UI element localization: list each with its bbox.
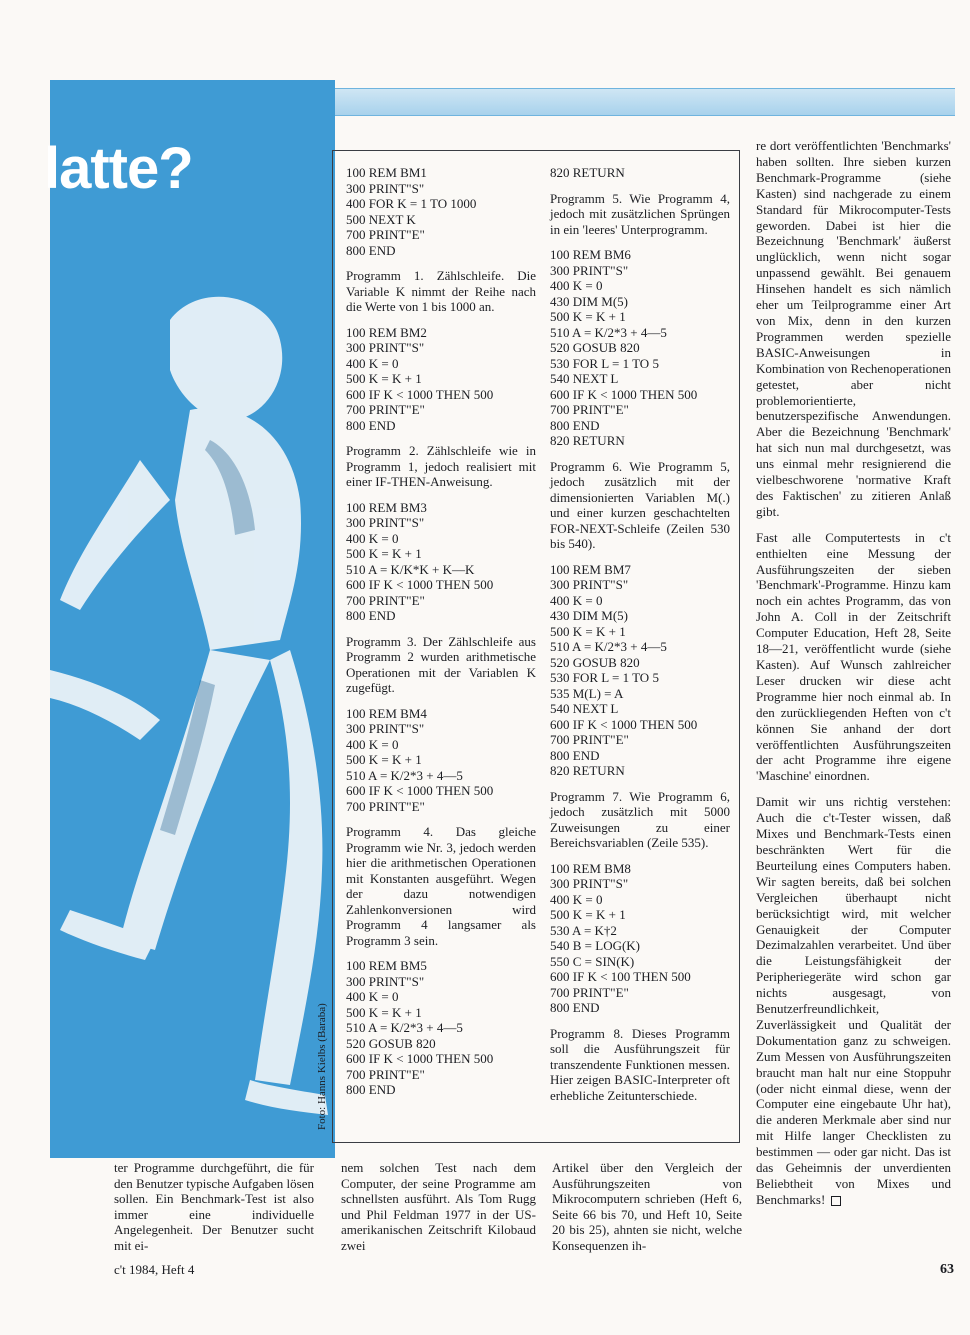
- code-line: 540 NEXT L: [550, 701, 619, 716]
- code-line: 400 K = 0: [550, 592, 603, 608]
- article-bottom-column-2: nem solchen Test nach dem Computer, der seine Programme am schnellsten ausführt. Als Tom Rugg und Phil Feldman 1977 in der US-amerikanischen Zeitschrift Kilobaud zwei: [341, 1160, 536, 1253]
- code-line: 600 IF K < 100 THEN 500: [550, 969, 691, 984]
- code-line: 700 PRINT"E": [346, 798, 425, 814]
- article-bottom-column-1: ter Programme durchgeführt, die für den Benutzer typische Aufgaben lösen sollen. Ein Benchmark-Test ist also immer eine individuelle Angelegenheit. Der Benutzer sucht mit ei-: [114, 1160, 314, 1253]
- code-line: 400 K = 0: [550, 278, 603, 293]
- code-line: 600 IF K < 1000 THEN 500: [346, 386, 494, 402]
- code-line: 600 IF K < 1000 THEN 500: [346, 783, 494, 798]
- code-line: 400 FOR K = 1 TO 1000: [346, 196, 477, 211]
- program-caption: Programm 6. Wie Programm 5, jedoch zusätzlich mit der dimensionierten Variablen M(.) und einer kurzen geschachtelten FOR-NEXT-Schleife (Zeilen 530 bis 540).: [550, 458, 730, 551]
- code-line: 800 END: [550, 1000, 600, 1015]
- code-line: 300 PRINT"S": [550, 577, 629, 592]
- code-line: 800 END: [346, 608, 396, 623]
- code-line: 100 REM BM7: [550, 561, 631, 577]
- code-line: 800 END: [346, 242, 396, 258]
- code-line: 540 NEXT L: [550, 371, 619, 386]
- program-caption: Programm 3. Der Zählschleife aus Programm 2 wurden arithmetische Operationen mit der Variablen K zugefügt.: [346, 633, 536, 695]
- code-line: 700 PRINT"E": [346, 592, 425, 608]
- code-line: 300 PRINT"S": [346, 340, 425, 355]
- code-line: 500 NEXT K: [346, 211, 416, 227]
- code-line: 520 GOSUB 820: [550, 654, 640, 670]
- code-line: 100 REM BM8: [550, 860, 631, 876]
- code-line: 100 REM BM1: [346, 165, 427, 180]
- article-paragraph: Fast alle Computertests in c't enthielten eine Messung der Ausführungszeiten der sieben 'Benchmark'-Programme. Hinzu kam noch ein achtes Programm, das von John A. Coll in der Zeitschrift Computer Education, Heft 28, Seite 18—21, veröffentlicht wurde (siehe Kasten). Auf Wunsch zahlreicher Leser drucken wir diese acht Programme hier noch einmal ab. In den zurückliegenden Heften von c't können Sie anhand der dort veröffentlichten Ausführungszeiten der acht Programme ihre eigene 'Maschine' einordnen.: [756, 529, 951, 784]
- code-line: 100 REM BM4: [346, 705, 427, 721]
- article-paragraph: re dort veröffentlichten 'Benchmarks' haben sollten. Ihre sieben kurzen Benchmark-Programme (siehe Kasten) sind nachgerade zu einem Standard für Mikrocomputer-Tests geworden. Dabei ist hier die Bezeichnung 'Benchmark' äußerst unglücklich, wenn nicht sogar unpassend gewählt. Bei genauem Hinsehen handelt es sich nämlich eher um Teilprogramme einer Art von Mix, denn in den kurzen Programmen werden spezielle BASIC-Anweisungen in Kombination von Rechenoperationen getestet, aber nicht problemorientierte, benutzerspezifische Anwendungen. Aber die Bezeichnung 'Benchmark' hat sich nun mal durchgesetzt, was uns einmal mehr resignierend die vielbeschworene 'normative Kraft des Faktischen' zu zitieren Anlaß gibt.: [756, 138, 951, 519]
- code-line: 540 B = LOG(K): [550, 938, 641, 953]
- issue-footer: c't 1984, Heft 4: [114, 1262, 195, 1277]
- box-column-right: [550, 165, 730, 1103]
- code-line: 500 K = K + 1: [346, 1004, 422, 1020]
- code-line: 800 END: [550, 747, 600, 763]
- article-headline: latte?: [44, 136, 193, 201]
- code-listing: [550, 562, 730, 779]
- code-line: 100 REM BM6: [550, 247, 631, 262]
- code-line: 510 A = K/2*3 + 4—5: [346, 767, 463, 783]
- code-line: 600 IF K < 1000 THEN 500: [550, 716, 698, 732]
- code-line: 800 END: [346, 417, 396, 433]
- code-line: 500 K = K + 1: [346, 752, 422, 767]
- code-line: 300 PRINT"S": [550, 262, 629, 278]
- code-line: 530 A = K†2: [550, 922, 617, 938]
- code-line: 500 K = K + 1: [550, 309, 626, 324]
- code-line: 510 A = K/2*3 + 4—5: [550, 324, 667, 340]
- end-of-article-mark: [831, 1196, 841, 1206]
- code-line: 600 IF K < 1000 THEN 500: [550, 386, 698, 402]
- code-listing: [550, 247, 730, 449]
- code-line: 600 IF K < 1000 THEN 500: [346, 577, 494, 592]
- code-line: 430 DIM M(5): [550, 608, 628, 623]
- page-number: 63: [940, 1262, 954, 1277]
- athlete-silhouette-image: [50, 80, 335, 1158]
- program-caption: Programm 4. Das gleiche Programm wie Nr. 3, jedoch werden hier die arithmetischen Operationen mit Konstanten ausgeführt. Wegen der dazu notwendigen Zahlenkonversionen wird Programm 4 langsamer als Programm 3 sein.: [346, 824, 536, 948]
- program-caption: Programm 8. Dieses Programm soll die Ausführungszeit für transzendente Funktionen messen. Hier zeigen BASIC-Interpreter oft erhebliche Zeitunterschiede.: [550, 1025, 730, 1103]
- article-paragraph: Damit wir uns richtig verstehen: Auch die c't-Tester wissen, daß Mixes und Benchmark-Tests einen beschränkten Wert für die Beurteilung eines Computers haben. Wir sagten bereits, daß bei solchen Vergleichen überhaupt nicht berücksichtigt wird, mit welcher Genauigkeit der Computer Dezimalzahlen verarbeitet. Und über die Leistungsfähigkeit der Peripheriegeräte wird schon gar nichts ausgesagt, von Benutzerfreundlichkeit, Zuverlässigkeit und Qualität der Dokumentation ganz zu schweigen. Zum Messen von Ausführungszeiten braucht man halt nur eine Stoppuhr (oder nicht einmal diese, wenn der Computer eine eingebaute Uhr hat), die anderen Merkmale aber sind nur mit Hilfe langer Checklisten zu bestimmen — oder gar nicht. Das ist das Geheimnis der unverdienten Beliebtheit von Mixes und Benchmarks!: [756, 794, 951, 1207]
- program-caption: Programm 7. Wie Programm 6, jedoch zusätzlich mit 5000 Zuweisungen zu einer Bereichsvariablen (Zeile 535).: [550, 788, 730, 850]
- code-line: 100 REM BM2: [346, 324, 427, 340]
- code-line: 510 A = K/2*3 + 4—5: [346, 1020, 463, 1035]
- code-line: 510 A = K/K*K + K—K: [346, 561, 475, 577]
- code-listing: [550, 861, 730, 1016]
- code-line: 700 PRINT"E": [550, 732, 629, 747]
- code-line: 500 K = K + 1: [346, 546, 422, 561]
- article-bottom-column-3: Artikel über den Vergleich der Ausführungszeiten von Mikrocomputern schrieben (Heft 6, Seite 66 bis 70, und Heft 10, Seite 20 bis 25), ahnten sie nicht, welche Konsequenzen ih-: [552, 1160, 742, 1253]
- box-column-left: [346, 165, 536, 1098]
- code-line: 820 RETURN: [550, 433, 625, 448]
- code-line: 300 PRINT"S": [346, 180, 425, 196]
- program-caption: Programm 2. Zählschleife wie in Programm 1, jedoch realisiert mit einer IF-THEN-Anweisung.: [346, 443, 536, 489]
- code-line: 530 FOR L = 1 TO 5: [550, 355, 659, 371]
- code-line: 400 K = 0: [346, 736, 399, 752]
- code-line: 600 IF K < 1000 THEN 500: [346, 1051, 494, 1066]
- code-line: 400 K = 0: [550, 891, 603, 907]
- photo-credit: Foto: Hanns Kielbs (Baraba): [316, 1003, 328, 1130]
- code-line: 510 A = K/2*3 + 4—5: [550, 639, 667, 654]
- code-line: 820 RETURN: [550, 763, 625, 778]
- code-line: 520 GOSUB 820: [550, 340, 640, 355]
- code-line: 550 C = SIN(K): [550, 953, 635, 969]
- code-line: 500 K = K + 1: [550, 907, 626, 922]
- code-line: 800 END: [550, 417, 600, 433]
- code-line: 400 K = 0: [346, 530, 399, 546]
- code-line: 300 PRINT"S": [550, 876, 629, 891]
- code-line: 700 PRINT"E": [550, 402, 629, 417]
- code-line: 300 PRINT"S": [346, 721, 425, 736]
- code-listing: [346, 325, 536, 434]
- code-listing: [550, 165, 730, 181]
- code-line: 300 PRINT"S": [346, 973, 425, 989]
- header-banner-stripe: [335, 88, 955, 116]
- code-line: 300 PRINT"S": [346, 515, 425, 530]
- code-line: 800 END: [346, 1082, 396, 1097]
- program-caption: Programm 1. Zählschleife. Die Variable K nimmt der Reihe nach die Werte von 1 bis 1000 an.: [346, 268, 536, 314]
- code-line: 100 REM BM5: [346, 958, 427, 973]
- code-line: 400 K = 0: [346, 989, 399, 1004]
- code-line: 700 PRINT"E": [550, 984, 629, 1000]
- code-line: 500 K = K + 1: [550, 623, 626, 639]
- code-line: 500 K = K + 1: [346, 371, 422, 386]
- code-line: 530 FOR L = 1 TO 5: [550, 670, 659, 685]
- code-listing: [346, 706, 536, 815]
- athlete-photo: [50, 80, 335, 1158]
- code-listing: [346, 500, 536, 624]
- code-line: 430 DIM M(5): [550, 293, 628, 309]
- code-line: 520 GOSUB 820: [346, 1035, 436, 1051]
- code-line: 700 PRINT"E": [346, 227, 425, 242]
- code-line: 820 RETURN: [550, 165, 625, 180]
- code-listing: [346, 958, 536, 1098]
- code-line: 700 PRINT"E": [346, 1066, 425, 1082]
- code-line: 400 K = 0: [346, 355, 399, 371]
- code-listing: [346, 165, 536, 258]
- code-line: 100 REM BM3: [346, 499, 427, 515]
- program-caption: Programm 5. Wie Programm 4, jedoch mit zusätzlichen Sprüngen in ein 'leeres' Unterprogramm.: [550, 190, 730, 237]
- code-line: 535 M(L) = A: [550, 685, 624, 701]
- code-line: 700 PRINT"E": [346, 402, 425, 417]
- article-column-right: [756, 138, 951, 1208]
